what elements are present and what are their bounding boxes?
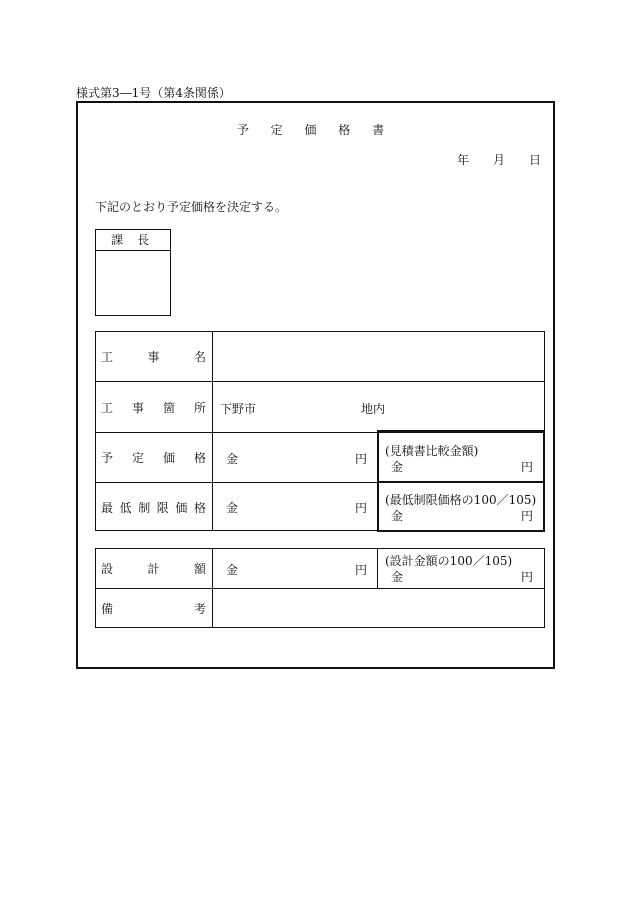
site-area-suffix: 地内 [361,402,386,416]
label-construction-name: 工 事 名 [96,332,213,381]
design-amount-kin: 金 [226,563,239,577]
form-id: 様式第3―1号（第4条関係） [76,86,231,100]
minimum-price-yen: 円 [355,501,368,515]
site-city: 下野市 [220,402,257,416]
design-ratio-kin: 金 [391,570,404,584]
label-construction-site: 工 事 箇 所 [96,382,213,432]
table-row-construction-name [96,332,544,381]
estimate-comparison-kin: 金 [391,460,404,474]
estimate-comparison-yen: 円 [521,460,534,474]
date-year: 年 [457,153,470,167]
date-month: 月 [493,153,506,167]
stamp-label: 課長 [96,230,170,251]
planned-price-yen: 円 [355,452,368,466]
design-ratio-yen: 円 [521,570,534,584]
approval-stamp-box [95,229,171,316]
intro-text: 下記のとおり予定価格を決定する。 [95,200,288,214]
estimate-comparison-note: (見積書比較金額) [385,444,479,458]
design-ratio-note: (設計金額の100／105) [385,554,513,568]
minimum-price-kin: 金 [226,501,239,515]
planned-price-kin: 金 [226,452,239,466]
label-remarks: 備 考 [96,589,213,627]
minimum-ratio-kin: 金 [391,509,404,523]
minimum-ratio-yen: 円 [521,509,534,523]
date-day: 日 [529,153,542,167]
label-minimum-price: 最 低 制 限 価 格 [96,483,213,531]
label-design-amount: 設 計 額 [96,549,213,588]
design-amount-yen: 円 [355,563,368,577]
document-title: 予 定 価 格 書 [236,123,394,137]
table-row-construction-site [96,382,544,432]
table-row-remarks [96,589,544,627]
minimum-ratio-note: (最低制限価格の100／105) [385,493,537,507]
label-planned-price: 予 定 価 格 [96,433,213,482]
